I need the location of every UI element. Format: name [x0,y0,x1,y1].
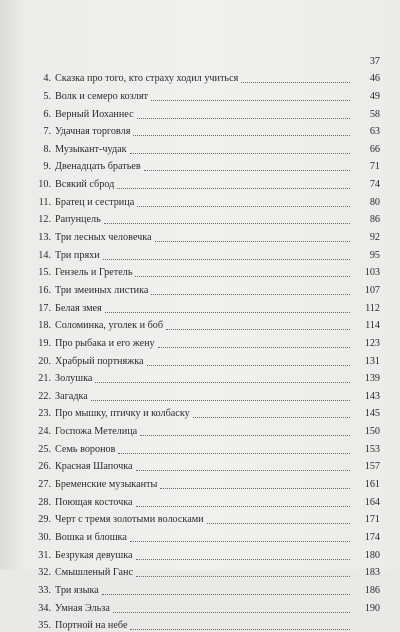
toc-entry [24,138,380,156]
toc-entry-number: 26. [24,461,51,473]
toc-entry-number: 15. [24,267,51,279]
toc-entry-page-number: 150 [356,426,380,438]
dot-leader [207,523,350,524]
toc-entry-page-number: 63 [356,126,380,138]
toc-entry [24,403,380,421]
toc-entry-page-number: 49 [356,91,380,103]
toc-entry-page-number: 145 [356,408,380,420]
dot-leader [137,206,350,207]
toc-entry [24,368,380,386]
dot-leader [241,82,350,83]
toc-entry-title: Белая змея [55,303,102,315]
toc-entry-page-number: 103 [356,267,380,279]
toc-entry [24,597,380,615]
toc-entry-page-number: 123 [356,338,380,350]
toc-entry [24,226,380,244]
toc-entry [24,209,380,227]
toc-entry-page-number: 114 [356,320,380,332]
toc-entry [24,456,380,474]
toc-entry-page-number: 74 [356,179,380,191]
toc-entry-number: 9. [24,161,51,173]
dot-leader [140,435,350,436]
toc-entry-number: 7. [24,126,51,138]
toc-entry-page-number: 58 [356,109,380,121]
toc-entry [24,85,380,103]
table-of-contents [24,50,380,632]
toc-entry [24,491,380,509]
toc-entry-number: 8. [24,144,51,156]
dot-leader [136,506,350,507]
toc-entry-page-number: 190 [356,603,380,615]
toc-entry-page-number: 183 [356,567,380,579]
toc-entry-title: Вошка и блошка [55,532,127,544]
toc-entry-number: 33. [24,585,51,597]
toc-entry-number: 30. [24,532,51,544]
toc-entry-page-number: 143 [356,391,380,403]
toc-entry-number: 22. [24,391,51,403]
toc-entry-number: 31. [24,550,51,562]
toc-entry-page-number: 174 [356,532,380,544]
dot-leader [151,100,350,101]
dot-leader [147,365,350,366]
toc-entry-page-number: 161 [356,479,380,491]
toc-entry-title: Храбрый портняжка [55,356,144,368]
toc-entry [24,68,380,86]
toc-entry-title: Бременские музыканты [55,479,157,491]
toc-entry [24,579,380,597]
toc-entry-number: 16. [24,285,51,297]
dot-leader [105,312,350,313]
toc-entry-title: Про рыбака и его жену [55,338,155,350]
dot-leader [136,559,350,560]
toc-entry-number: 14. [24,250,51,262]
toc-entry-page-number: 46 [356,73,380,85]
dot-leader [118,453,350,454]
toc-entry-number: 21. [24,373,51,385]
dot-leader [95,382,350,383]
toc-entry [24,173,380,191]
toc-entry-page-number: 66 [356,144,380,156]
toc-entry [24,615,380,632]
toc-entry-number: 4. [24,73,51,85]
toc-entry-title: Портной на небе [55,620,127,632]
toc-entry [24,262,380,280]
toc-entry [24,244,380,262]
toc-entry-page-number: 95 [356,250,380,262]
toc-entry-page-number: 153 [356,444,380,456]
toc-entry-number: 24. [24,426,51,438]
toc-entry-page-number: 107 [356,285,380,297]
dot-leader [103,259,350,260]
toc-entry-page-number: 80 [356,197,380,209]
toc-entry-title: Музыкант-чудак [55,144,127,156]
dot-leader [104,223,350,224]
toc-entry-number: 6. [24,109,51,121]
toc-entry-number: 23. [24,408,51,420]
toc-entry [24,350,380,368]
toc-entry-page-number: 112 [356,303,380,315]
toc-entry-title: Красная Шапочка [55,461,133,473]
toc-entry-number: 17. [24,303,51,315]
toc-entry-number: 20. [24,356,51,368]
toc-entry-title: Братец и сестрица [55,197,134,209]
toc-entry [24,332,380,350]
toc-entry-title: Удачная торговля [55,126,130,138]
toc-entry [24,315,380,333]
toc-entry-number: 12. [24,214,51,226]
toc-entry-title: Три пряхи [55,250,100,262]
toc-entry-number: 28. [24,497,51,509]
toc-entry-page-number: 171 [356,514,380,526]
toc-entry-title: Три лесных человечка [55,232,152,244]
toc-entry-title: Черт с тремя золотыми волосками [55,514,204,526]
toc-entry-number: 34. [24,603,51,615]
dot-leader [91,400,350,401]
toc-entry-page-number: 157 [356,461,380,473]
toc-entry [24,156,380,174]
toc-entry-number: 35. [24,620,51,632]
dot-leader [155,241,350,242]
toc-entry-number: 10. [24,179,51,191]
toc-entry [24,562,380,580]
toc-entry-title: Сказка про того, кто страху ходил учиться [55,73,238,85]
dot-leader [113,612,350,613]
dot-leader [137,118,350,119]
toc-entry-page-number: 186 [356,585,380,597]
toc-entry-page-number: 37 [356,56,380,68]
toc-entry [24,544,380,562]
toc-entry-number: 32. [24,567,51,579]
toc-entry-title: Госпожа Метелица [55,426,137,438]
dot-leader [193,417,350,418]
toc-entry-title: Золушка [55,373,92,385]
toc-entry-title: Про мышку, птичку и колбаску [55,408,190,420]
toc-entry [24,50,380,68]
toc-entry-title: Умная Эльза [55,603,110,615]
toc-entry-title: Безрукая девушка [55,550,133,562]
toc-entry [24,385,380,403]
dot-leader [135,276,350,277]
toc-entry-page-number: 164 [356,497,380,509]
toc-entry-page-number: 131 [356,356,380,368]
dot-leader [102,594,350,595]
dot-leader [130,629,350,630]
toc-entry-number: 13. [24,232,51,244]
toc-entry-page-number: 92 [356,232,380,244]
toc-entry-page-number: 71 [356,161,380,173]
toc-entry [24,191,380,209]
dot-leader [160,488,350,489]
toc-entry-title: Три змеиных листика [55,285,148,297]
toc-entry [24,420,380,438]
toc-entry-title: Семь воронов [55,444,115,456]
toc-entry [24,509,380,527]
toc-entry-title: Волк и семеро козлят [55,91,148,103]
toc-entry [24,473,380,491]
toc-entry-number: 25. [24,444,51,456]
dot-leader [166,329,350,330]
dot-leader [158,347,350,348]
toc-entry-title: Смышленый Ганс [55,567,133,579]
toc-entry-title: Поющая косточка [55,497,133,509]
toc-entry-number: 27. [24,479,51,491]
dot-leader [144,170,350,171]
dot-leader [133,135,350,136]
toc-entry [24,297,380,315]
dot-leader [136,470,350,471]
toc-entry-number: 18. [24,320,51,332]
toc-entry-title: Рапунцель [55,214,101,226]
toc-entry-number: 5. [24,91,51,103]
dot-leader [130,541,350,542]
toc-entry-title: Гензель и Гретель [55,267,132,279]
toc-entry [24,279,380,297]
toc-entry [24,526,380,544]
toc-entry-number: 11. [24,197,51,209]
toc-entry-page-number: 86 [356,214,380,226]
dot-leader [136,576,350,577]
dot-leader [117,188,350,189]
toc-entry-page-number: 139 [356,373,380,385]
toc-entry-title: Загадка [55,391,88,403]
toc-entry-number: 29. [24,514,51,526]
toc-entry-page-number: 180 [356,550,380,562]
toc-entry-number: 19. [24,338,51,350]
dot-leader [130,153,350,154]
dot-leader [151,294,350,295]
toc-entry [24,103,380,121]
toc-entry [24,121,380,139]
toc-entry-title: Двенадцать братьев [55,161,141,173]
toc-entry-title: Всякий сброд [55,179,114,191]
toc-entry-title: Соломинка, уголек и боб [55,320,163,332]
toc-entry [24,438,380,456]
toc-entry-title: Три языка [55,585,99,597]
toc-entry-title: Верный Иоханнес [55,109,134,121]
